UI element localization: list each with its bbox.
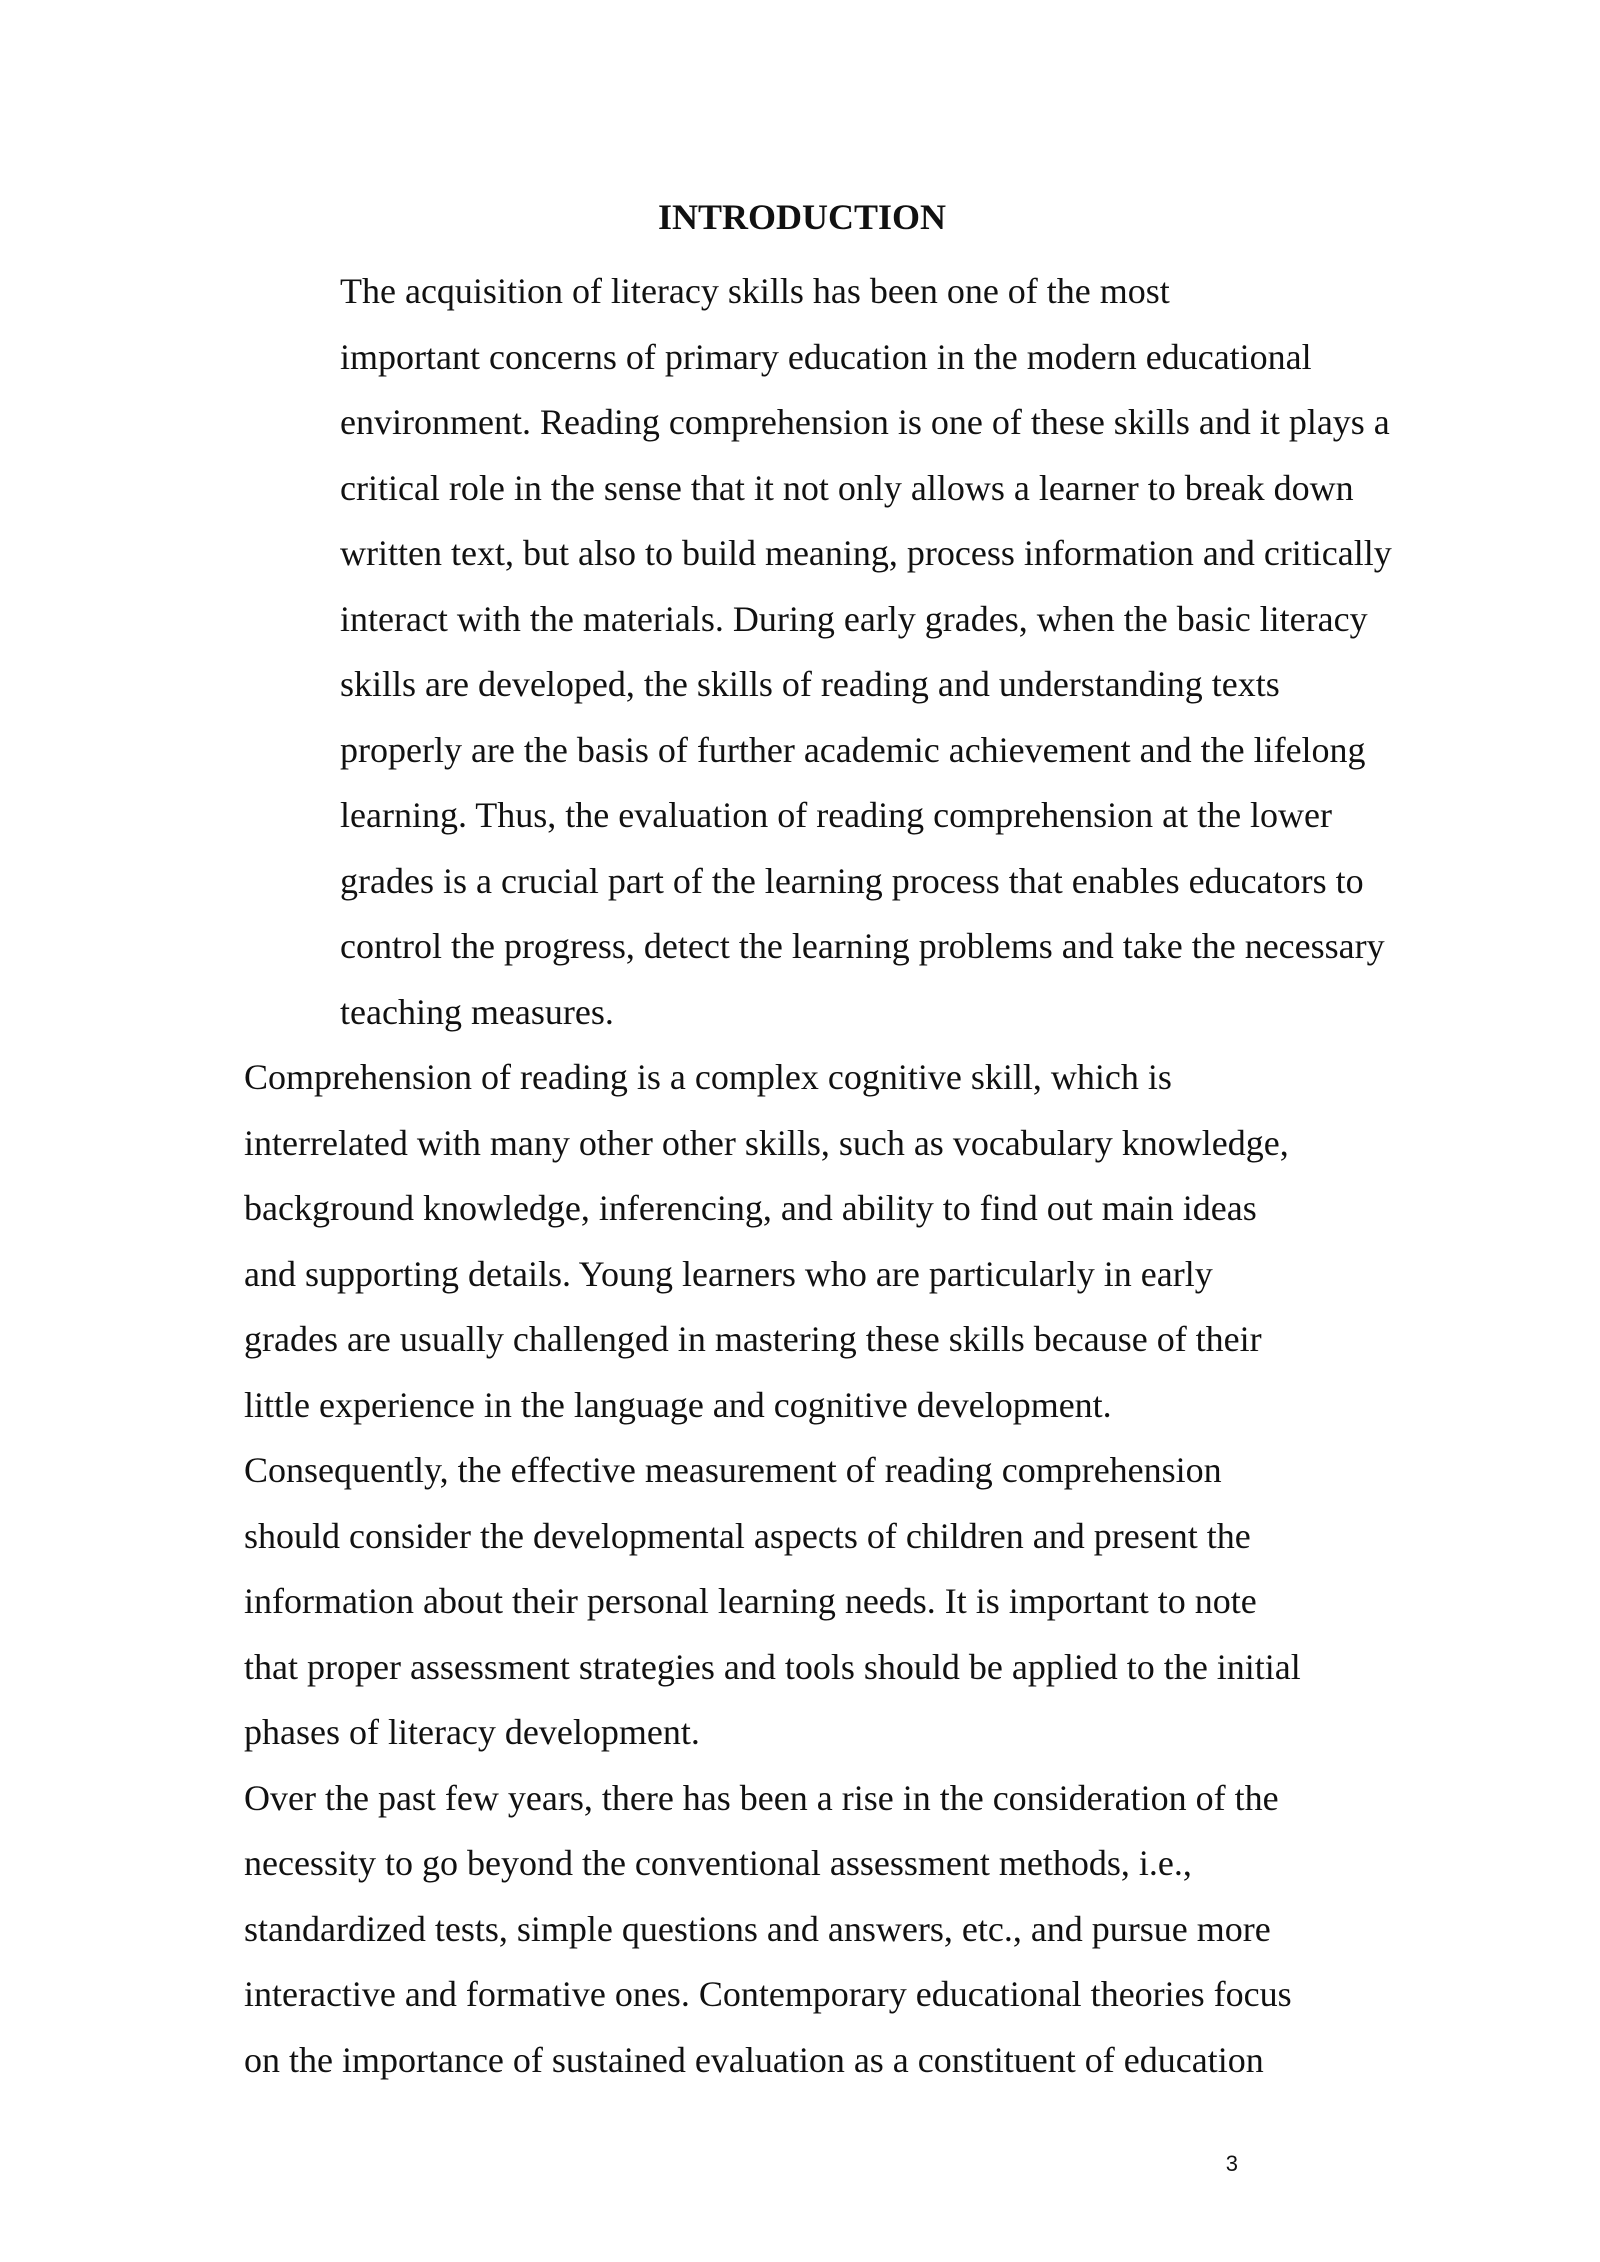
- paragraph: [244, 1045, 1360, 1766]
- paragraph: [244, 1766, 1360, 2094]
- text-line: important concerns of primary education in the modern educational: [340, 336, 1312, 377]
- text-line: The acquisition of literacy skills has been one of the most: [340, 271, 1170, 311]
- text-line: environment. Reading comprehension is one of these skills and it plays a: [340, 402, 1390, 442]
- text-line: teaching measures.: [340, 991, 614, 1032]
- text-line: necessity to go beyond the conventional assessment methods, i.e.,: [244, 1843, 1192, 1883]
- text-line: grades are usually challenged in mastering these skills because of their: [244, 1319, 1262, 1359]
- text-line: Over the past few years, there has been a rise in the consideration of the: [244, 1777, 1279, 1818]
- text-line: should consider the developmental aspects of children and present the: [244, 1515, 1251, 1556]
- text-line: standardized tests, simple questions and answers, etc., and pursue more: [244, 1908, 1271, 1949]
- page-number: 3: [1225, 2151, 1238, 2176]
- text-line: background knowledge, inferencing, and ability to find out main ideas: [244, 1188, 1257, 1228]
- text-line: information about their personal learning needs. It is important to note: [244, 1581, 1257, 1621]
- paragraph: [244, 259, 1392, 1045]
- text-line: that proper assessment strategies and tools should be applied to the initial: [244, 1646, 1301, 1687]
- text-line: written text, but also to build meaning, process information and critically: [340, 533, 1392, 573]
- text-line: phases of literacy development.: [244, 1712, 700, 1752]
- text-line: on the importance of sustained evaluation as a constituent of education: [244, 2039, 1264, 2080]
- text-line: grades is a crucial part of the learning process that enables educators to: [340, 860, 1364, 901]
- text-line: and supporting details. Young learners who are particularly in early: [244, 1253, 1213, 1294]
- text-line: interactive and formative ones. Contemporary educational theories focus: [244, 1974, 1292, 2014]
- text-line: learning. Thus, the evaluation of reading comprehension at the lower: [340, 795, 1333, 835]
- text-line: control the progress, detect the learning problems and take the necessary: [340, 926, 1385, 966]
- text-line: interrelated with many other other skills, such as vocabulary knowledge,: [244, 1122, 1289, 1163]
- body-text: [244, 259, 1392, 2093]
- section-heading: INTRODUCTION: [657, 197, 947, 237]
- text-line: skills are developed, the skills of reading and understanding texts: [340, 664, 1280, 704]
- text-line: interact with the materials. During early grades, when the basic literacy: [340, 598, 1368, 639]
- text-line: properly are the basis of further academic achievement and the lifelong: [340, 729, 1366, 770]
- text-line: little experience in the language and cognitive development.: [244, 1384, 1112, 1425]
- text-line: Consequently, the effective measurement of reading comprehension: [244, 1450, 1222, 1490]
- text-line: critical role in the sense that it not only allows a learner to break down: [340, 467, 1354, 508]
- text-line: Comprehension of reading is a complex cognitive skill, which is: [244, 1057, 1172, 1097]
